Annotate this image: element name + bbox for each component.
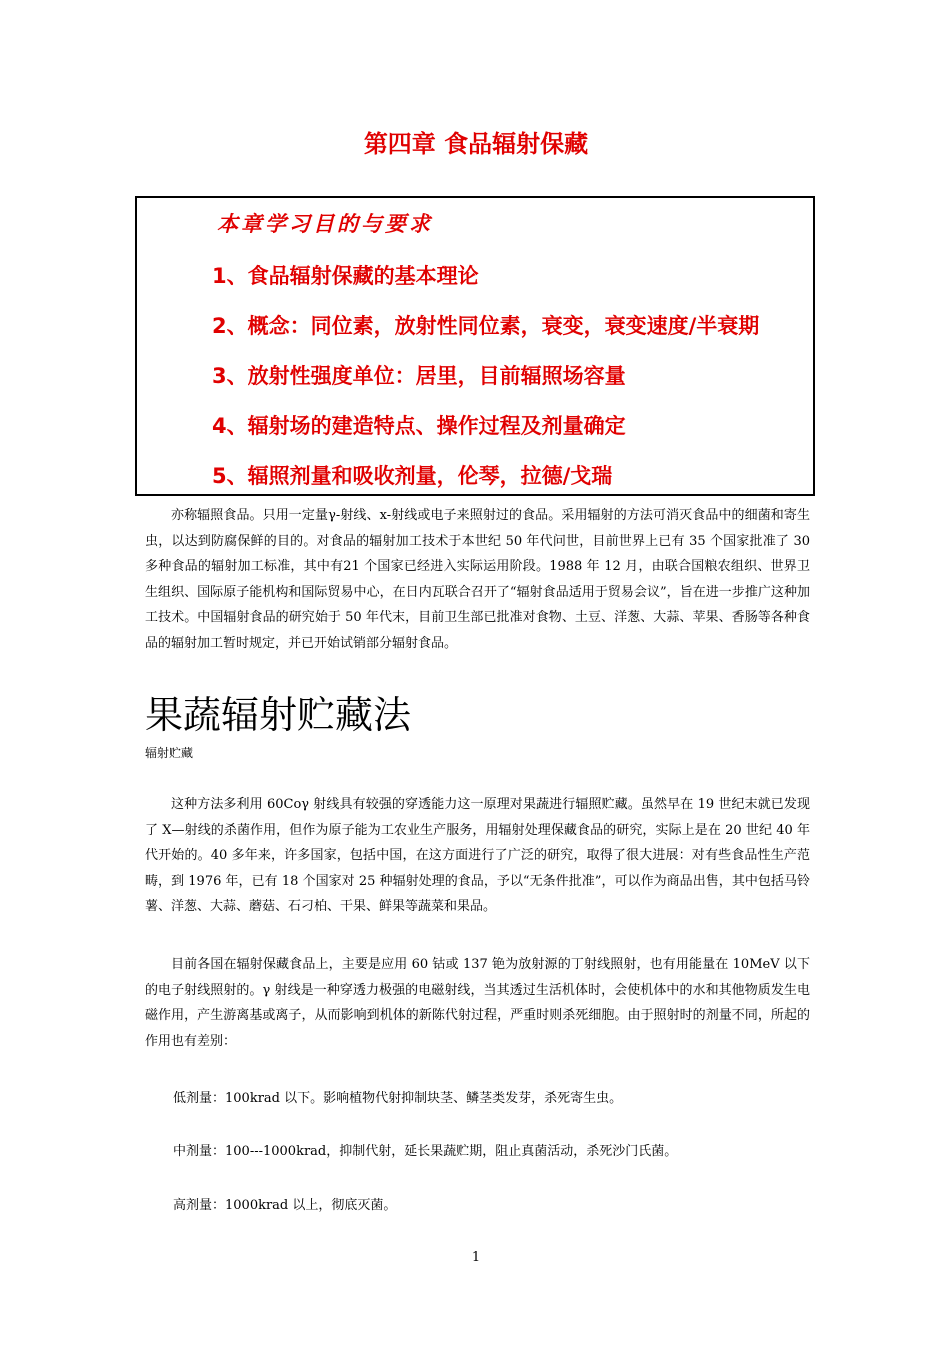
- objective-item: 3、放射性强度单位：居里，目前辐照场容量: [212, 364, 626, 388]
- section-title: 果蔬辐射贮藏法: [145, 693, 412, 737]
- objective-item: 1、食品辐射保藏的基本理论: [212, 264, 479, 288]
- body-paragraph: 这种方法多利用 60Coγ 射线具有较强的穿透能力这一原理对果蔬进行辐照贮藏。虽然早在 19 世纪末就已发现了 X—射线的杀菌作用，但作为原子能为工农业生产服务，用辐射处理保藏食品的研究，实际上是在 20 世纪 40 年代开始的。40 多年来，许多国家，包括中国，在这方面进行了广泛的研究，取得了很大进展：对有些食品性生产范畴，到 1976 年，已有 18 个国家对 25 种辐射处理的食品，予以“无条件批准”，可以作为商品出售，其中包括马铃薯、洋葱、大蒜、蘑菇、石刁柏、干果、鲜果等蔬菜和果品。: [145, 797, 810, 914]
- intro-paragraph: 亦称辐照食品。只用一定量γ-射线、x-射线或电子来照射过的食品。采用辐射的方法可消灭食品中的细菌和寄生虫，以达到防腐保鲜的目的。对食品的辐射加工技术于本世纪 50 年代问世，目前世界上已有 35 个国家批准了 30 多种食品的辐射加工标准，其中有21 个国家已经进入实际运用阶段。1988 年 12 月，由联合国粮农组织、世界卫生组织、国际原子能机构和国际贸易中心，在日内瓦联合召开了“辐射食品适用于贸易会议”，旨在进一步推广这种加工技术。中国辐射食品的研究始于 50 年代末，目前卫生部已批准对食物、土豆、洋葱、大蒜、苹果、香肠等各种食品的辐射加工暂时规定，并已开始试销部分辐射食品。: [145, 508, 810, 651]
- objective-item: 5、辐照剂量和吸收剂量，伦琴，拉德/戈瑞: [212, 464, 613, 488]
- body-paragraph: 目前各国在辐射保藏食品上，主要是应用 60 钴或 137 铯为放射源的丁射线照射，也有用能量在 10MeV 以下的电子射线照射的。γ 射线是一种穿透力极强的电磁射线，当其透过生活机体时，会使机体中的水和其他物质发生电磁作用，产生游离基或离子，从而影响到机体的新陈代射过程，严重时则杀死细胞。由于照射时的剂量不同，所起的作用也有差别：: [145, 957, 810, 1049]
- chapter-title: 第四章 食品辐射保藏: [363, 130, 589, 158]
- dose-item-medium: 中剂量：100---1000krad，抑制代射，延长果蔬贮期，阻止真菌活动，杀死沙门氏菌。: [173, 1144, 678, 1159]
- objectives-heading: 本章学习目的与要求: [217, 211, 433, 236]
- page-number: 1: [471, 1250, 481, 1265]
- section-subtitle: 辐射贮藏: [145, 746, 194, 760]
- dose-item-high: 高剂量：1000krad 以上，彻底灭菌。: [173, 1198, 397, 1213]
- objectives-box: [135, 196, 815, 496]
- objective-item: 2、概念：同位素，放射性同位素，衰变，衰变速度/半衰期: [212, 314, 760, 338]
- dose-item-low: 低剂量：100krad 以下。影响植物代射抑制块茎、鳞茎类发芽，杀死寄生虫。: [173, 1091, 623, 1106]
- objective-item: 4、辐射场的建造特点、操作过程及剂量确定: [212, 414, 626, 438]
